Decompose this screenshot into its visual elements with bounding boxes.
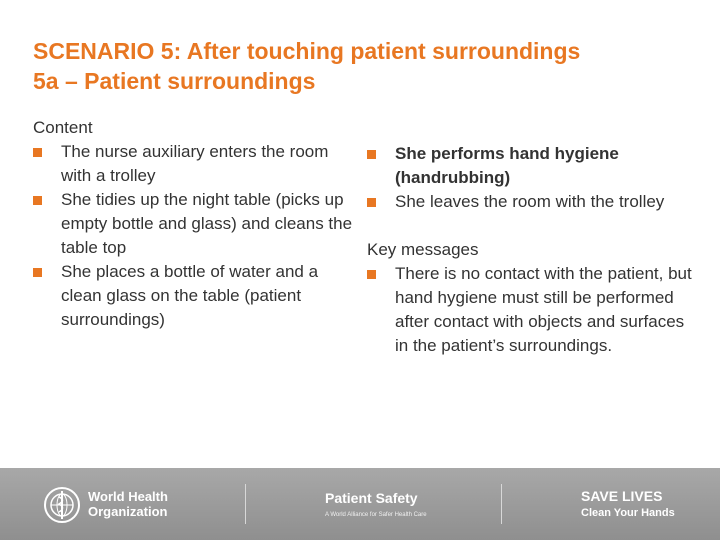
list-item — [367, 190, 697, 214]
content-left-list — [33, 140, 353, 332]
list-item-text: She leaves the room with the trolley — [395, 192, 665, 211]
list-item — [367, 262, 697, 358]
bullet-square-icon — [33, 196, 42, 205]
footer-bar — [0, 468, 720, 540]
list-item-text: She places a bottle of water and a clean glass on the table (patient surroundings) — [61, 262, 319, 329]
content-heading: Content — [33, 118, 93, 137]
slide-title-line2: 5a – Patient surroundings — [33, 68, 316, 94]
bullet-square-icon — [367, 270, 376, 279]
slide-title-line1: SCENARIO 5: After touching patient surroundings — [33, 38, 581, 64]
list-item-text: She performs hand hygiene (handrubbing) — [395, 144, 619, 187]
list-item — [33, 188, 353, 260]
list-item-text: The nurse auxiliary enters the room with a trolley — [61, 142, 329, 185]
list-item-text: There is no contact with the patient, but hand hygiene must still be performed after contact with objects and surfaces in the patient’s surroundings. — [395, 264, 692, 355]
footer-divider — [501, 484, 502, 524]
patient-safety-subtitle: A World Alliance for Safer Health Care — [325, 512, 427, 518]
who-logo-text — [88, 489, 168, 519]
bullet-square-icon — [33, 268, 42, 277]
key-messages-section — [367, 238, 697, 358]
bullet-square-icon — [33, 148, 42, 157]
slide-title — [33, 36, 713, 96]
content-right-column — [367, 142, 697, 358]
footer-divider — [245, 484, 246, 524]
bullet-square-icon — [367, 198, 376, 207]
list-item — [33, 140, 353, 188]
bullet-square-icon — [367, 150, 376, 159]
key-messages-list — [367, 262, 697, 358]
who-emblem-icon — [42, 485, 82, 525]
clean-hands-subtitle: Clean Your Hands — [581, 507, 675, 519]
patient-safety-title: Patient Safety — [325, 490, 418, 506]
key-messages-heading: Key messages — [367, 240, 479, 259]
content-right-list — [367, 142, 697, 190]
content-right-list-2 — [367, 190, 697, 214]
who-line1: World Health — [88, 489, 168, 504]
content-left-column — [33, 116, 353, 332]
list-item-text: She tidies up the night table (picks up empty bottle and glass) and cleans the table top — [61, 190, 353, 257]
list-item — [33, 260, 353, 332]
list-item — [367, 142, 697, 190]
who-line2: Organization — [88, 504, 168, 519]
save-lives-title: SAVE LIVES — [581, 488, 663, 504]
